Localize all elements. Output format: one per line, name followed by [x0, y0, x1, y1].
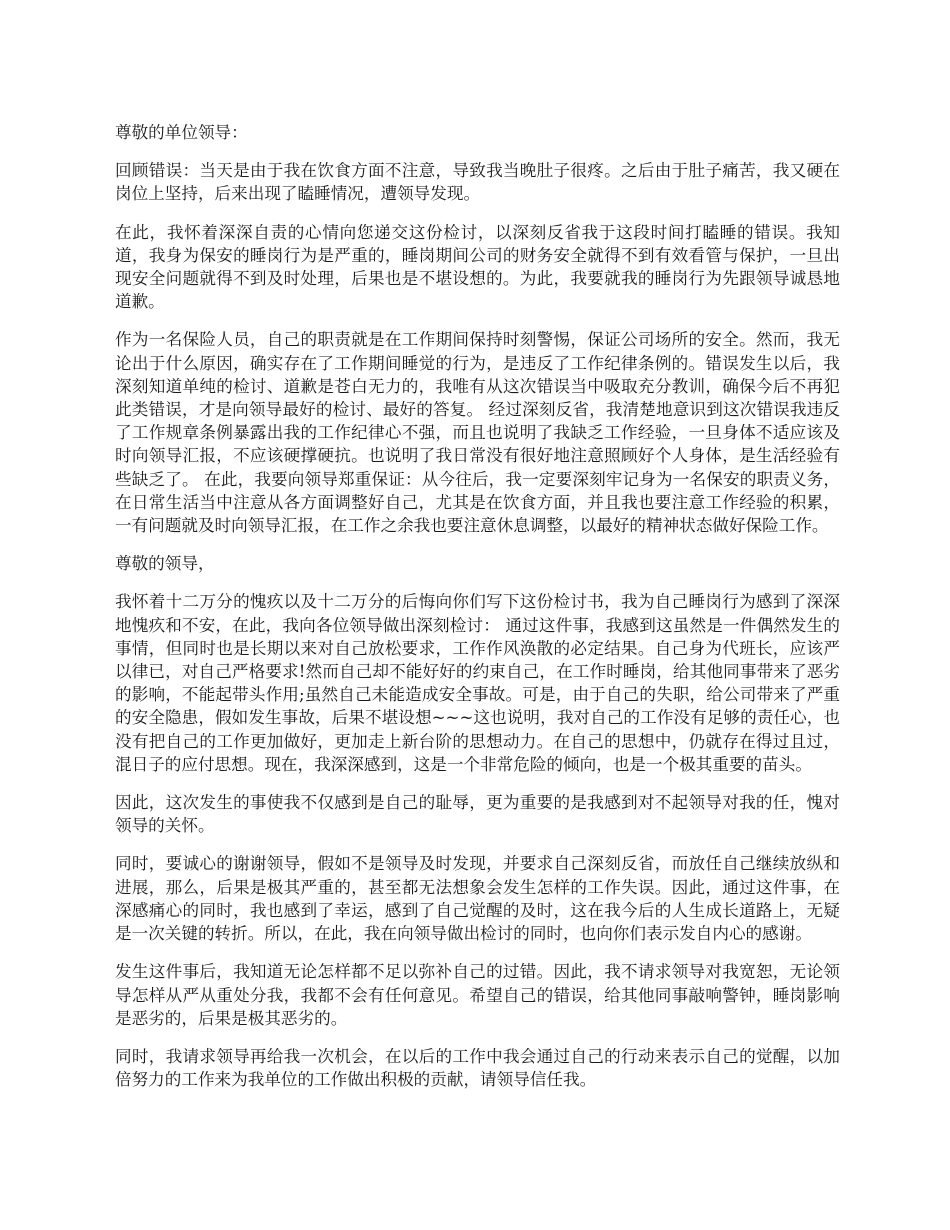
paragraph-duty-reflection: 作为一名保险人员，自己的职责就是在工作期间保持时刻警惕，保证公司场所的安全。然而，我无论出于什么原因，确实存在了工作期间睡觉的行为，是违反了工作纪律条例的。错误发生以后，我深刻知道单纯的检讨、道歉是苍白无力的，我唯有从这次错误当中吸取充分教训，确保今后不再犯此类错误，才是向领导最好的检讨、最好的答复。 经过深刻反省，我清楚地意识到这次错误我违反了工作规章条例暴露出我的工作纪律心不强，而且也说明了我缺乏工作经验，一旦身体不适应该及时向领导汇报，不应该硬撑硬抗。也说明了我日常没有很好地注意照顾好个人身体，是生活经验有些缺乏了。 在此，我要向领导郑重保证：从今往后，我一定要深刻牢记身为一名保安的职责义务，在日常生活当中注意从各方面调整好自己，尤其是在饮食方面，并且我也要注意工作经验的积累，一有问题就及时向领导汇报，在工作之余我也要注意休息调整，以最好的精神状态做好保险工作。	[115, 330, 840, 536]
paragraph-apology: 在此，我怀着深深自责的心情向您递交这份检讨，以深刻反省我于这段时间打瞌睡的错误。我知道，我身为保安的睡岗行为是严重的，睡岗期间公司的财务安全就得不到有效看管与保护，一旦出现安全问题就得不到及时处理，后果也是不堪设想的。为此，我要就我的睡岗行为先跟领导诚恳地道歉。	[115, 222, 840, 312]
paragraph-request-chance: 同时，我请求领导再给我一次机会，在以后的工作中我会通过自己的行动来表示自己的觉醒，以加倍努力的工作来为我单位的工作做出积极的贡献，请领导信任我。	[115, 1046, 840, 1090]
paragraph-self-criticism: 我怀着十二万分的愧疚以及十二万分的后悔向你们写下这份检讨书，我为自己睡岗行为感到了深深地愧疚和不安，在此，我向各位领导做出深刻检讨： 通过这件事，我感到这虽然是一件偶然发生的事情，但同时也是长期以来对自己放松要求，工作作风涣散的必定结果。自己身为代班长，应该严以律已，对自己严格要求!然而自己却不能好好的约束自己，在工作时睡岗，给其他同事带来了恶劣的影响，不能起带头作用;虽然自己未能造成安全事故。可是，由于自己的失职，给公司带来了严重的安全隐患，假如发生事故，后果不堪设想~~~这也说明，我对自己的工作没有足够的责任心，也没有把自己的工作更加做好，更加走上新台阶的思想动力。在自己的思想中，仍就存在得过且过，混日子的应付思想。现在，我深深感到，这是一个非常危险的倾向，也是一个极其重要的苗头。	[115, 592, 840, 774]
paragraph-accept-punishment: 发生这件事后，我知道无论怎样都不足以弥补自己的过错。因此，我不请求领导对我宽恕，无论领导怎样从严从重处分我，我都不会有任何意见。希望自己的错误，给其他同事敲响警钟，睡岗影响是恶劣的，后果是极其恶劣的。	[115, 962, 840, 1028]
document-body	[115, 121, 840, 1106]
paragraph-review-mistake: 回顾错误：当天是由于我在饮食方面不注意，导致我当晚肚子很疼。之后由于肚子痛苦，我又硬在岗位上坚持，后来出现了瞌睡情况，遭领导发现。	[115, 161, 840, 204]
paragraph-shame: 因此，这次发生的事使我不仅感到是自己的耻辱，更为重要的是我感到对不起领导对我的任，愧对领导的关怀。	[115, 793, 840, 836]
salutation-second: 尊敬的领导，	[115, 554, 215, 574]
paragraph-thanks: 同时，要诚心的谢谢领导，假如不是领导及时发现，并要求自己深刻反省，而放任自己继续放纵和进展，那么，后果是极其严重的，甚至都无法想象会发生怎样的工作失误。因此，通过这件事，在深感痛心的同时，我也感到了幸运，感到了自己觉醒的及时，这在我今后的人生成长道路上，无疑是一次关键的转折。所以，在此，我在向领导做出检讨的同时，也向你们表示发自内心的感谢。	[115, 854, 840, 944]
salutation: 尊敬的单位领导：	[115, 123, 248, 142]
